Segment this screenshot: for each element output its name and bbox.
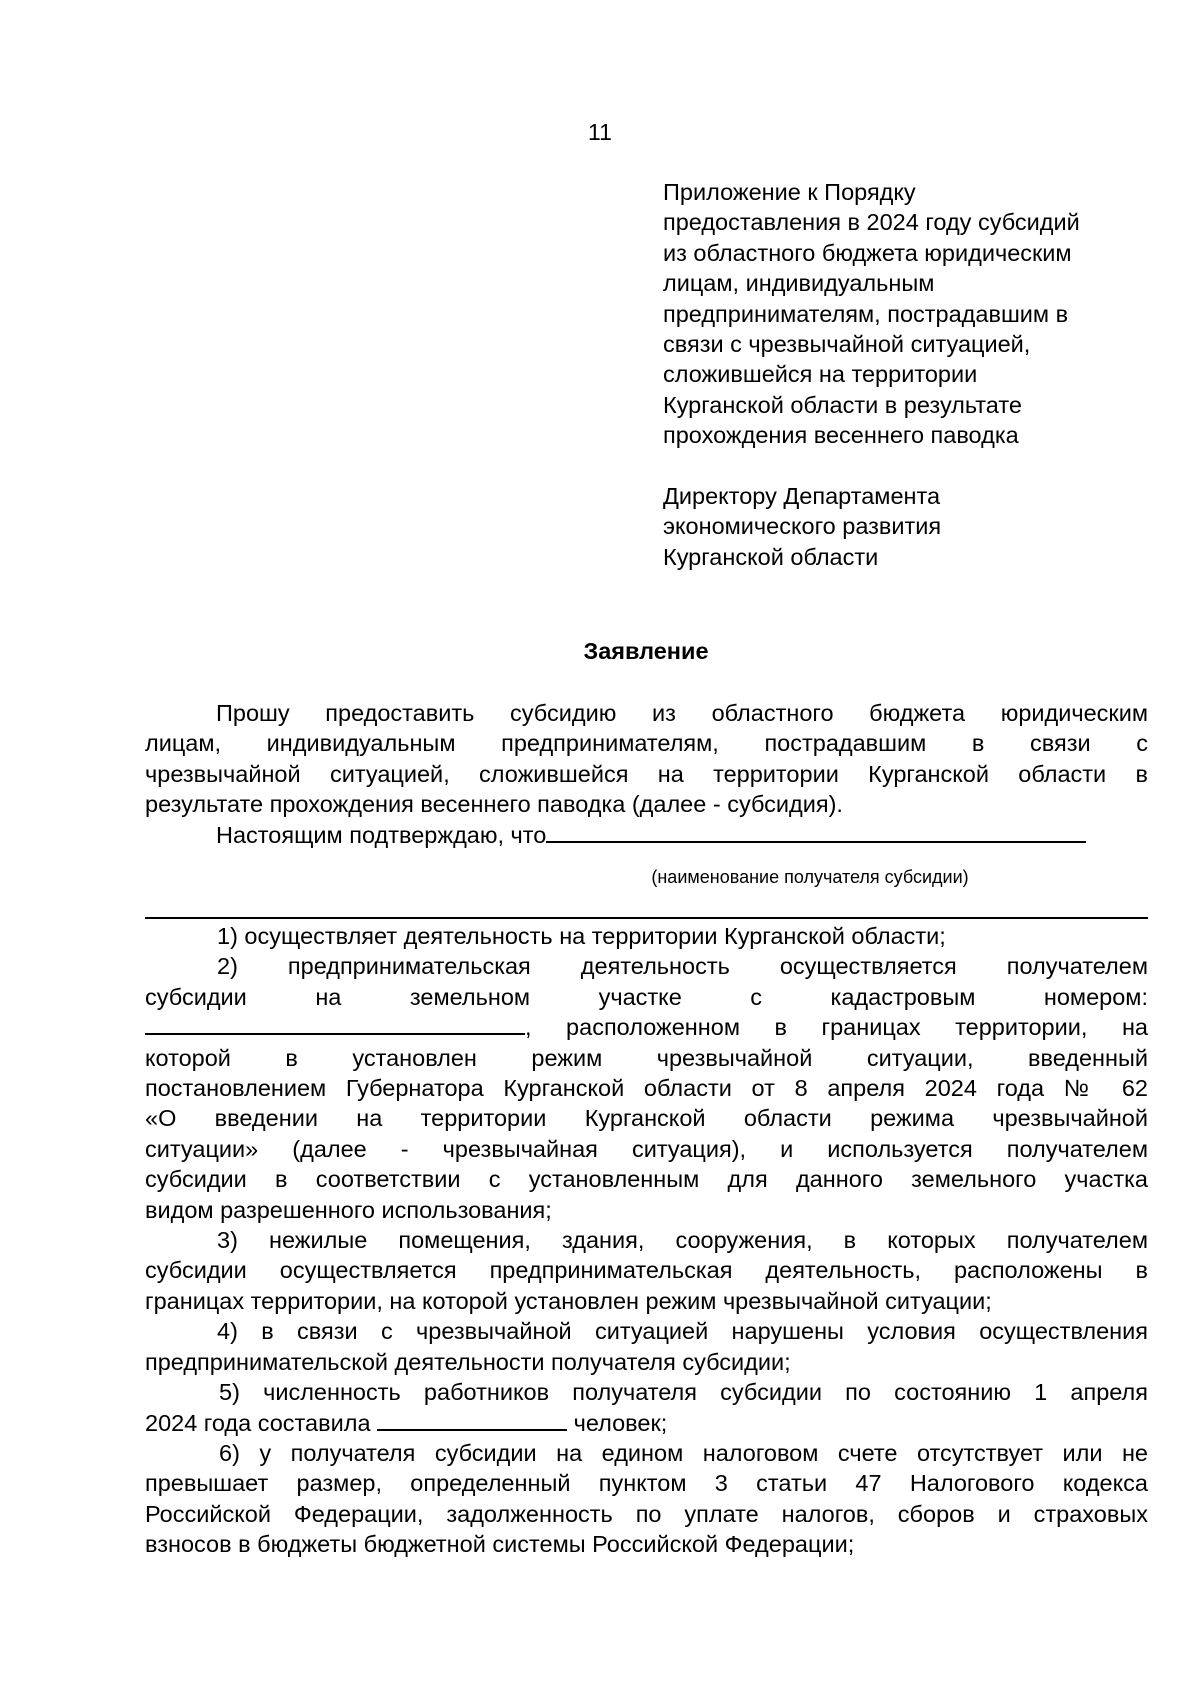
employee-count-blank[interactable] xyxy=(377,1409,567,1431)
list-item: 4) в связи с чрезвычайной ситуацией нарушены условия осуществления xyxy=(217,1318,1148,1345)
annex-line: Приложение к Порядку xyxy=(663,179,916,205)
list-item-line: ситуации» (далее - чрезвычайная ситуация), и используется получателем xyxy=(145,1135,1148,1162)
annex-line: предпринимателям, пострадавшим в xyxy=(663,300,1069,327)
addressee-line: Директору Департамента xyxy=(663,483,941,509)
addressee-line: Курганской области xyxy=(663,543,879,570)
intro-line: лицам, индивидуальным предпринимателям, пострадавшим в связи с xyxy=(145,730,1148,757)
list-item-line: границах территории, на которой установлен режим чрезвычайной ситуации; xyxy=(145,1287,992,1314)
cadastral-text: , расположенном в границах территории, на xyxy=(525,1014,1148,1041)
intro-line: результате прохождения весеннего паводка (далее - субсидия). xyxy=(145,791,843,818)
list-item: 5) численность работников получателя субсидии по состоянию 1 апреля xyxy=(219,1379,1148,1406)
intro-line: Прошу предоставить субсидию из областного бюджета юридическим xyxy=(216,700,1148,726)
annex-line: прохождения весеннего паводка xyxy=(663,422,1019,449)
list-item: 6) у получателя субсидии на едином налоговом счете отсутствует или не xyxy=(219,1439,1148,1466)
recipient-caption: (наименование получателя субсидии) xyxy=(651,867,969,887)
list-item-line: взносов в бюджеты бюджетной системы Российской Федерации; xyxy=(145,1531,855,1558)
intro-line: чрезвычайной ситуацией, сложившейся на территории Курганской области в xyxy=(145,760,1148,787)
recipient-name-line[interactable] xyxy=(145,917,1148,919)
list-item-line: субсидии в соответствии с установленным для данного земельного участка xyxy=(145,1166,1148,1193)
document-title: Заявление xyxy=(583,638,709,664)
list-item: 3) нежилые помещения, здания, сооружения, в которых получателем xyxy=(217,1227,1148,1254)
list-item-line: превышает размер, определенный пунктом 3 статьи 47 Налогового кодекса xyxy=(145,1470,1148,1497)
annex-line: из областного бюджета юридическим xyxy=(663,239,1072,266)
annex-line: лицам, индивидуальным xyxy=(663,270,935,297)
confirm-text: Настоящим подтверждаю, что xyxy=(216,821,547,848)
annex-line: связи с чрезвычайной ситуацией, xyxy=(663,331,1031,358)
addressee-line: экономического развития xyxy=(663,513,942,540)
annex-line: сложившейся на территории xyxy=(663,361,978,388)
addressee-block xyxy=(663,481,1143,572)
list-item-line: которой в установлен режим чрезвычайной ситуации, введенный xyxy=(145,1044,1148,1071)
annex-line: Курганской области в результате xyxy=(663,391,1022,418)
confirm-line xyxy=(145,820,1148,850)
page-number: 11 xyxy=(588,119,612,145)
annex-line: предоставления в 2024 году субсидий xyxy=(663,209,1080,236)
list-item-line: субсидии осуществляется предпринимательская деятельность, расположены в xyxy=(145,1257,1148,1284)
employees-text-after: человек; xyxy=(573,1409,668,1436)
annex-header xyxy=(663,177,1143,451)
list-item: 1) осуществляет деятельность на территории Курганской области; xyxy=(217,923,946,949)
employees-text-before: 2024 года составила xyxy=(145,1409,371,1436)
employees-line xyxy=(145,1408,1148,1438)
list-item-line: Российской Федерации, задолженность по уплате налогов, сборов и страховых xyxy=(145,1500,1148,1527)
recipient-name-blank[interactable] xyxy=(546,821,1086,843)
cadastral-number-blank[interactable] xyxy=(145,1013,525,1035)
list-item-line: предпринимательской деятельности получателя субсидии; xyxy=(145,1348,791,1375)
list-item-line: постановлением Губернатора Курганской области от 8 апреля 2024 года № 62 xyxy=(145,1075,1148,1102)
list-item-line: «О введении на территории Курганской области режима чрезвычайной xyxy=(145,1105,1148,1132)
list-item: 2) предпринимательская деятельность осуществляется получателем xyxy=(217,953,1148,980)
cadastral-line xyxy=(145,1012,1148,1042)
list-item-line: субсидии на земельном участке с кадастровым номером: xyxy=(145,983,1148,1010)
items-list xyxy=(145,921,1148,1560)
intro-paragraph xyxy=(145,698,1148,850)
list-item-line: видом разрешенного использования; xyxy=(145,1196,552,1223)
